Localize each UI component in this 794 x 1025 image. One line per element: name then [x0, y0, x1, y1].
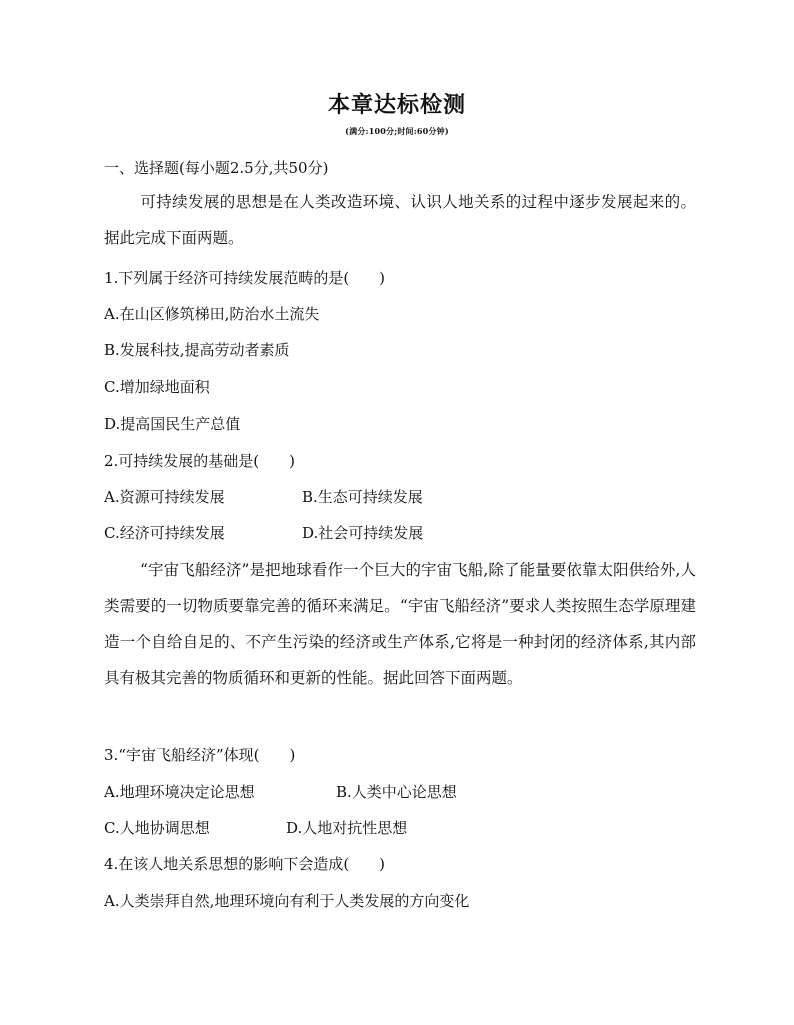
question-2-option-c: C.经济可持续发展 [104, 524, 225, 542]
passage-2-text: “宇宙飞船经济”是把地球看作一个巨大的宇宙飞船,除了能量要依靠太阳供给外,人类需要的一切物质要靠完善的循环来满足。“宇宙飞船经济”要求人类按照生态学原理建造一个自给自足的、不产生污染的经济或生产体系,它将是一种封闭的经济体系,其内部具有极其完善的物质循环和更新的性能。据此回答下面两题。 [104, 561, 696, 687]
question-3-option-a: A.地理环境决定论思想 [104, 783, 255, 801]
page-title: 本章达标检测 [327, 93, 466, 118]
passage-1-text: 可持续发展的思想是在人类改造环境、认识人地关系的过程中逐步发展起来的。据此完成下面两题。 [104, 193, 696, 247]
question-2-stem: 2.可持续发展的基础是( ) [104, 452, 296, 470]
question-4-stem: 4.在该人地关系思想的影响下会造成( ) [104, 855, 386, 873]
question-2-option-d: D.社会可持续发展 [302, 524, 424, 542]
question-3-stem: 3.“宇宙飞船经济”体现( ) [104, 746, 296, 764]
question-1-option-d: D.提高国民生产总值 [104, 415, 241, 433]
question-1-stem: 1.下列属于经济可持续发展范畴的是( ) [104, 269, 386, 287]
question-3-option-c: C.人地协调思想 [104, 819, 210, 837]
question-3-option-b: B.人类中心论思想 [336, 783, 457, 801]
question-4-option-a: A.人类崇拜自然,地理环境向有利于人类发展的方向变化 [104, 892, 470, 910]
passage-2 [104, 552, 696, 696]
question-2-option-b: B.生态可持续发展 [302, 488, 423, 506]
passage-1 [104, 184, 696, 256]
question-3-option-d: D.人地对抗性思想 [286, 819, 408, 837]
question-2-option-a: A.资源可持续发展 [104, 488, 225, 506]
question-1-option-a: A.在山区修筑梯田,防治水土流失 [104, 305, 320, 323]
question-1-option-c: C.增加绿地面积 [104, 378, 210, 396]
section-heading: 一、选择题(每小题2.5分,共50分) [104, 159, 329, 177]
page-subtitle: (满分:100分;时间:60分钟) [345, 126, 449, 136]
question-1-option-b: B.发展科技,提高劳动者素质 [104, 341, 290, 359]
